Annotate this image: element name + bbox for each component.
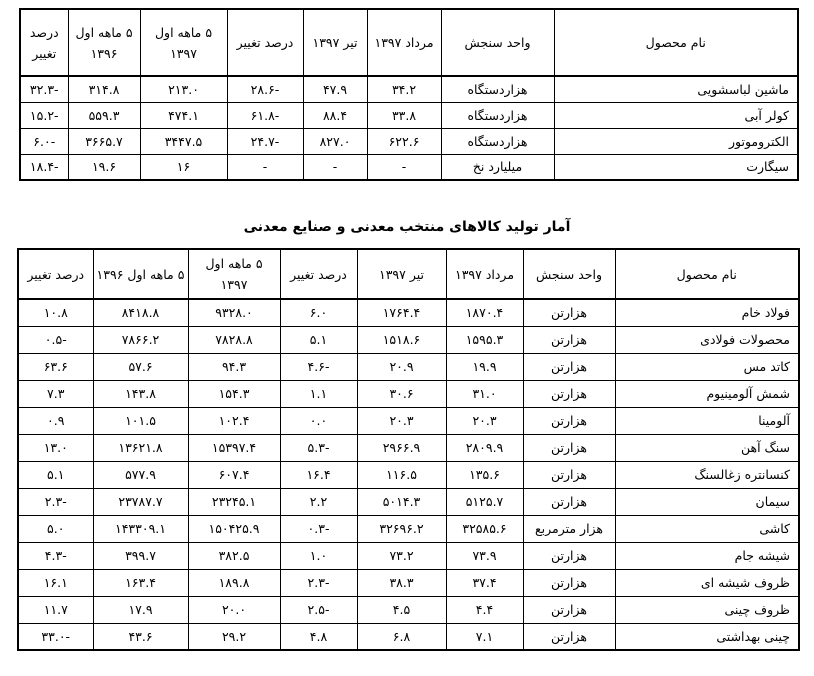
value-cell: ۳۸۲.۵ [188, 542, 280, 569]
value-cell: ۱۹.۶ [68, 154, 140, 180]
table1-body [20, 76, 798, 180]
table1-column-header: ۵ ماهه اول ۱۳۹۶ [68, 9, 140, 76]
value-cell: ۱۵۹۵.۳ [446, 326, 523, 353]
table-row [20, 154, 798, 180]
value-cell: ۴۳.۶ [93, 623, 188, 650]
unit-cell: هزارتن [523, 488, 615, 515]
table-row [18, 434, 799, 461]
value-cell: -۰.۳ [280, 515, 357, 542]
value-cell: ۱۱۶.۵ [357, 461, 446, 488]
unit-cell: هزاردستگاه [441, 128, 554, 154]
value-cell: ۳۸.۳ [357, 569, 446, 596]
product-name-cell: ماشین لباسشویی [554, 76, 798, 102]
value-cell: ۳۶۶۵.۷ [68, 128, 140, 154]
value-cell: ۶.۸ [357, 623, 446, 650]
table1-column-header: نام محصول [554, 9, 798, 76]
value-cell: - [367, 154, 441, 180]
value-cell: -۵.۳ [280, 434, 357, 461]
value-cell: ۳۹۹.۷ [93, 542, 188, 569]
table-row [20, 128, 798, 154]
table-row [18, 380, 799, 407]
mineral-production-table [17, 248, 800, 651]
value-cell: -۰.۵ [18, 326, 93, 353]
value-cell: ۱۴۳۳۰۹.۱ [93, 515, 188, 542]
value-cell: ۵.۰ [18, 515, 93, 542]
table-row [18, 596, 799, 623]
value-cell: ۳۷.۴ [446, 569, 523, 596]
table-row [20, 102, 798, 128]
value-cell: ۹۴.۳ [188, 353, 280, 380]
value-cell: -۱۵.۲ [20, 102, 68, 128]
value-cell: ۵.۱ [18, 461, 93, 488]
value-cell: ۵۷۷.۹ [93, 461, 188, 488]
value-cell: ۴۷.۹ [303, 76, 367, 102]
value-cell: ۱۸۹.۸ [188, 569, 280, 596]
value-cell: -۲.۵ [280, 596, 357, 623]
value-cell: -۶۱.۸ [227, 102, 303, 128]
value-cell: ۱.۰ [280, 542, 357, 569]
value-cell: ۲.۲ [280, 488, 357, 515]
value-cell: ۲۰.۰ [188, 596, 280, 623]
table2-column-header: درصد تغییر [280, 249, 357, 299]
value-cell: -۴.۶ [280, 353, 357, 380]
table1-column-header: تیر ۱۳۹۷ [303, 9, 367, 76]
value-cell: ۲۳۲۴۵.۱ [188, 488, 280, 515]
product-name-cell: آلومینا [615, 407, 799, 434]
value-cell: ۷۸۶۶.۲ [93, 326, 188, 353]
table2-column-header: ۵ ماهه اول ۱۳۹۶ [93, 249, 188, 299]
value-cell: ۲۳۷۸۷.۷ [93, 488, 188, 515]
unit-cell: هزارتن [523, 326, 615, 353]
unit-cell: هزاردستگاه [441, 76, 554, 102]
table1-column-header: مرداد ۱۳۹۷ [367, 9, 441, 76]
product-name-cell: ظروف چینی [615, 596, 799, 623]
value-cell: ۹۳۲۸.۰ [188, 299, 280, 326]
table1-column-header: درصد تغییر [227, 9, 303, 76]
table-row [18, 353, 799, 380]
table1-column-header: ۵ ماهه اول ۱۳۹۷ [140, 9, 227, 76]
unit-cell: هزارتن [523, 596, 615, 623]
unit-cell: هزاردستگاه [441, 102, 554, 128]
value-cell: ۱۵۳۹۷.۴ [188, 434, 280, 461]
table2-column-header: نام محصول [615, 249, 799, 299]
value-cell: ۶۲۲.۶ [367, 128, 441, 154]
value-cell: ۴۷۴.۱ [140, 102, 227, 128]
table2-title: آمار تولید کالاهای منتخب معدنی و صنایع معدنی [243, 219, 571, 235]
table-row [18, 542, 799, 569]
value-cell: ۱۵۱۸.۶ [357, 326, 446, 353]
value-cell: ۱۸۷۰.۴ [446, 299, 523, 326]
value-cell: ۲۹.۲ [188, 623, 280, 650]
value-cell: ۷۳.۲ [357, 542, 446, 569]
table-row [18, 569, 799, 596]
value-cell: ۰.۰ [280, 407, 357, 434]
product-name-cell: کاتد مس [615, 353, 799, 380]
value-cell: ۳۱۴.۸ [68, 76, 140, 102]
value-cell: ۲۱۳.۰ [140, 76, 227, 102]
unit-cell: هزارتن [523, 380, 615, 407]
product-name-cell: کاشی [615, 515, 799, 542]
unit-cell: هزارتن [523, 623, 615, 650]
value-cell: ۳۴۴۷.۵ [140, 128, 227, 154]
value-cell: ۷۳.۹ [446, 542, 523, 569]
value-cell: ۱۵۴.۳ [188, 380, 280, 407]
table2-column-header: مرداد ۱۳۹۷ [446, 249, 523, 299]
value-cell: -۶.۰ [20, 128, 68, 154]
unit-cell: هزارتن [523, 434, 615, 461]
value-cell: ۱۱.۷ [18, 596, 93, 623]
unit-cell: هزارتن [523, 542, 615, 569]
value-cell: -۳۲.۳ [20, 76, 68, 102]
table1-header [20, 9, 798, 76]
table2-column-header: تیر ۱۳۹۷ [357, 249, 446, 299]
table2-body [18, 299, 799, 650]
value-cell: - [227, 154, 303, 180]
value-cell: ۱۹.۹ [446, 353, 523, 380]
table-row [18, 299, 799, 326]
value-cell: ۲۹۶۶.۹ [357, 434, 446, 461]
value-cell: -۲۴.۷ [227, 128, 303, 154]
value-cell: ۸۲۷.۰ [303, 128, 367, 154]
value-cell: ۸۴۱۸.۸ [93, 299, 188, 326]
unit-cell: هزارتن [523, 299, 615, 326]
value-cell: ۱۳.۰ [18, 434, 93, 461]
value-cell: ۱۶.۴ [280, 461, 357, 488]
product-name-cell: سنگ آهن [615, 434, 799, 461]
table2-column-header: ۵ ماهه اول ۱۳۹۷ [188, 249, 280, 299]
value-cell: -۱۸.۴ [20, 154, 68, 180]
appliance-production-table [19, 8, 799, 181]
unit-cell: هزارتن [523, 461, 615, 488]
table1-column-header: واحد سنجش [441, 9, 554, 76]
product-name-cell: ظروف شیشه ای [615, 569, 799, 596]
value-cell: ۴.۸ [280, 623, 357, 650]
value-cell: -۴.۳ [18, 542, 93, 569]
product-name-cell: فولاد خام [615, 299, 799, 326]
value-cell: ۱۳۶۲۱.۸ [93, 434, 188, 461]
product-name-cell: شمش آلومینیوم [615, 380, 799, 407]
value-cell: ۱۵۰۴۲۵.۹ [188, 515, 280, 542]
value-cell: ۴.۴ [446, 596, 523, 623]
product-name-cell: شیشه جام [615, 542, 799, 569]
table-row [18, 407, 799, 434]
value-cell: ۱.۱ [280, 380, 357, 407]
value-cell: ۳۲۶۹۶.۲ [357, 515, 446, 542]
table-row [18, 488, 799, 515]
value-cell: ۶.۰ [280, 299, 357, 326]
table-row [18, 515, 799, 542]
value-cell: ۱۰۱.۵ [93, 407, 188, 434]
value-cell: ۲۰.۳ [446, 407, 523, 434]
value-cell: ۳۰.۶ [357, 380, 446, 407]
value-cell: ۸۸.۴ [303, 102, 367, 128]
product-name-cell: کنسانتره زغالسنگ [615, 461, 799, 488]
value-cell: ۵.۱ [280, 326, 357, 353]
value-cell: -۲.۳ [280, 569, 357, 596]
value-cell: ۶۰۷.۴ [188, 461, 280, 488]
unit-cell: میلیارد نخ [441, 154, 554, 180]
value-cell: ۱۷.۹ [93, 596, 188, 623]
value-cell: ۵۰۱۴.۳ [357, 488, 446, 515]
value-cell: -۲.۳ [18, 488, 93, 515]
value-cell: ۱۴۳.۸ [93, 380, 188, 407]
value-cell: ۱۶.۱ [18, 569, 93, 596]
value-cell: ۲۰.۹ [357, 353, 446, 380]
value-cell: ۱۳۵.۶ [446, 461, 523, 488]
product-name-cell: الکتروموتور [554, 128, 798, 154]
value-cell: ۳۴.۲ [367, 76, 441, 102]
table-row [18, 461, 799, 488]
value-cell: ۵۷.۶ [93, 353, 188, 380]
value-cell: ۲۰.۳ [357, 407, 446, 434]
value-cell: ۵۵۹.۳ [68, 102, 140, 128]
product-name-cell: سیمان [615, 488, 799, 515]
value-cell: ۷.۳ [18, 380, 93, 407]
value-cell: ۱۰.۸ [18, 299, 93, 326]
table2-column-header: واحد سنجش [523, 249, 615, 299]
product-name-cell: کولر آبی [554, 102, 798, 128]
value-cell: ۱۶۳.۴ [93, 569, 188, 596]
table1-column-header: درصد تغییر [20, 9, 68, 76]
value-cell: ۶۳.۶ [18, 353, 93, 380]
unit-cell: هزارتن [523, 407, 615, 434]
value-cell: ۴.۵ [357, 596, 446, 623]
product-name-cell: محصولات فولادی [615, 326, 799, 353]
unit-cell: هزار مترمربع [523, 515, 615, 542]
table-row [20, 76, 798, 102]
value-cell: ۳۳.۸ [367, 102, 441, 128]
value-cell: ۲۸۰۹.۹ [446, 434, 523, 461]
value-cell: - [303, 154, 367, 180]
unit-cell: هزارتن [523, 353, 615, 380]
value-cell: -۲۸.۶ [227, 76, 303, 102]
product-name-cell: سیگارت [554, 154, 798, 180]
table2-column-header: درصد تغییر [18, 249, 93, 299]
value-cell: ۳۱.۰ [446, 380, 523, 407]
product-name-cell: چینی بهداشتی [615, 623, 799, 650]
value-cell: ۰.۹ [18, 407, 93, 434]
table-row [18, 623, 799, 650]
value-cell: ۷۸۲۸.۸ [188, 326, 280, 353]
value-cell: ۱۶ [140, 154, 227, 180]
value-cell: ۱۰۲.۴ [188, 407, 280, 434]
table2-header [18, 249, 799, 299]
unit-cell: هزارتن [523, 569, 615, 596]
value-cell: ۷.۱ [446, 623, 523, 650]
value-cell: ۱۷۶۴.۴ [357, 299, 446, 326]
value-cell: ۵۱۲۵.۷ [446, 488, 523, 515]
value-cell: ۳۲۵۸۵.۶ [446, 515, 523, 542]
table-row [18, 326, 799, 353]
value-cell: -۳۳.۰ [18, 623, 93, 650]
